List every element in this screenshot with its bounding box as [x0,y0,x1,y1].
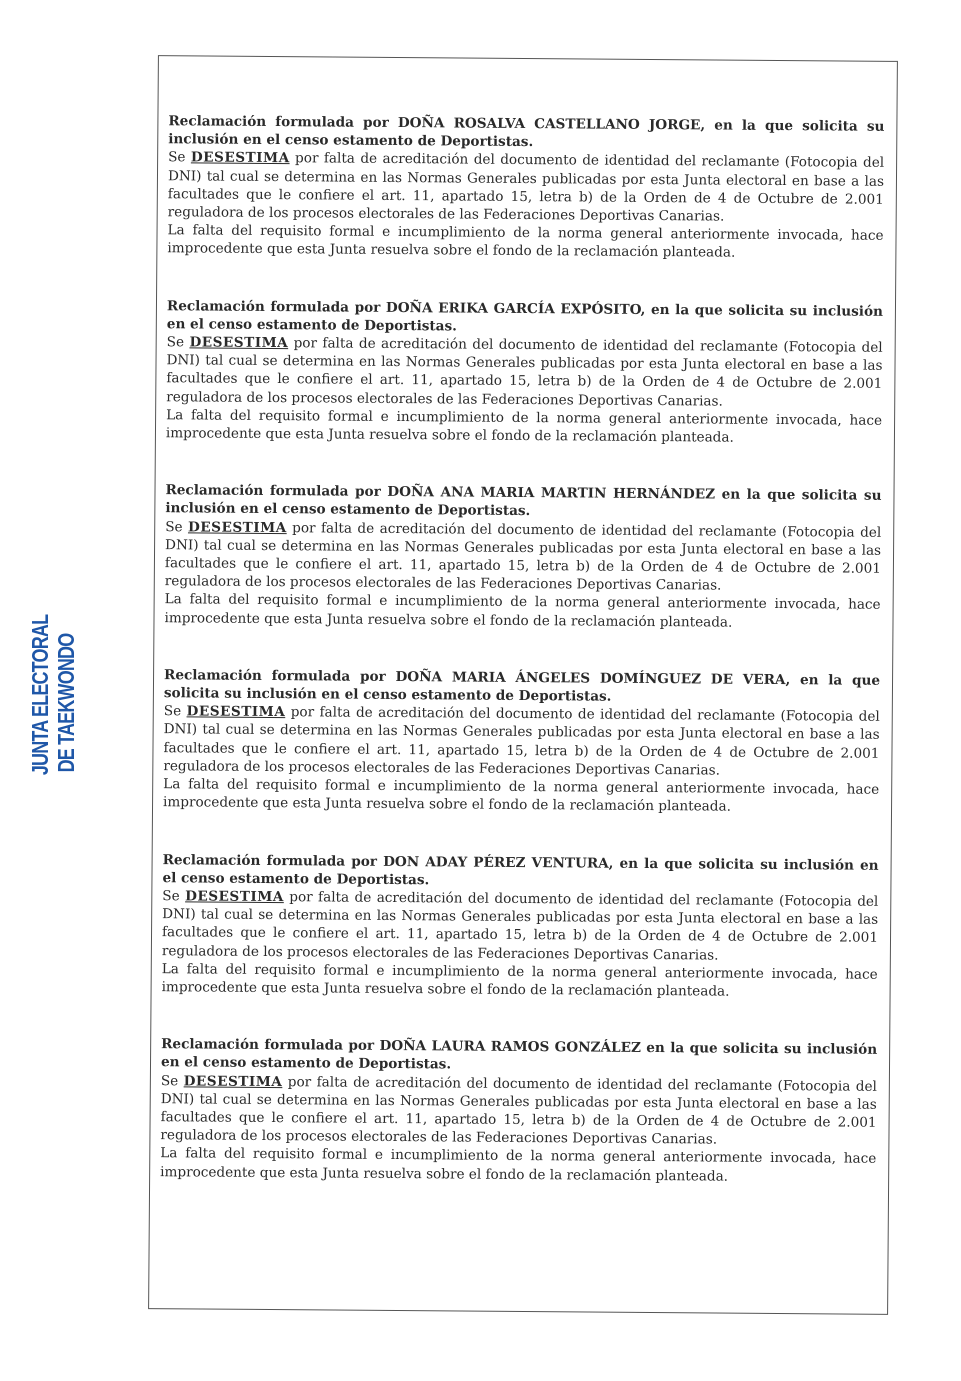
claim-heading: Reclamación formulada por DON ADAY PÉREZ VENTURA, en la que solicita su inclusión en el censo estamento de Deportistas. [162,851,879,888]
claim-reason: por falta de acreditación del documento de identidad del reclamante (Fotocopia del DNI) tal cual se determina en las Normas Generales publicadas por esta Junta electoral en base a las facultades que le confiere el art. 11, apartado 15, letra b) de la Orden de 4 de Octubre de 2.001 reguladora de los procesos electorales de las Federaciones Deportivas Canarias. [160,1073,877,1148]
verdict-label: DESESTIMA [186,703,286,721]
claim-reason: por falta de acreditación del documento de identidad del reclamante (Fotocopia del DNI) tal cual se determina en las Normas Generales publicadas por esta Junta electoral en base a las facultades que le confiere el art. 11, apartado 15, letra b) de la Orden de 4 de Octubre de 2.001 reguladora de los procesos electorales de las Federaciones Deportivas Canarias. [167,150,885,225]
claim-conclusion: La falta del requisito formal e incumplimiento de la norma general anteriormente invocada, hace improcedente que esta Junta resuelva sobre el fondo de la reclamación planteada. [163,776,880,815]
verdict-label: DESESTIMA [183,1072,283,1090]
claim-resolution [168,149,885,227]
claim-item [166,297,883,448]
document-frame [148,55,898,1315]
claim-conclusion: La falta del requisito formal e incumplimiento de la norma general anteriormente invocada, hace improcedente que esta Junta resuelva sobre el fondo de la reclamación planteada. [164,591,881,631]
claim-se: Se [160,1072,179,1089]
claim-item [164,481,881,632]
claims-list [160,112,885,1225]
claim-se: Se [165,518,183,535]
claim-se: Se [166,334,185,351]
claim-resolution [163,702,880,780]
claim-reason: por falta de acreditación del documento de identidad del reclamante (Fotocopia del DNI) tal cual se determina en las Normas Generales publicadas por esta Junta electoral en base a las facultades que le confiere el art. 11, apartado 15, letra b) de la Orden de 4 de Octubre de 2.001 reguladora de los procesos electorales de las Federaciones Deportivas Canarias. [166,335,883,410]
claim-heading: Reclamación formulada por DOÑA ERIKA GARCÍA EXPÓSITO, en la que solicita su inclusión en el censo estamento de Deportistas. [166,297,884,335]
claim-heading: Reclamación formulada por DOÑA MARIA ÁNGELES DOMÍNGUEZ DE VERA, en la que solicita su inclusión en el censo estamento de Deportistas. [163,667,881,705]
claim-resolution [165,518,882,596]
claim-heading: Reclamación formulada por DOÑA LAURA RAMOS GONZÁLEZ en la que solicita su inclusión en el censo estamento de Deportistas. [160,1036,878,1073]
claim-item [160,1035,877,1186]
claim-conclusion: La falta del requisito formal e incumplimiento de la norma general anteriormente invocada, hace improcedente que esta Junta resuelva sobre el fondo de la reclamación planteada. [160,1145,877,1185]
verdict-label: DESESTIMA [190,149,290,167]
verdict-label: DESESTIMA [185,888,284,906]
junta-electoral-stamp [22,610,84,795]
claim-conclusion: La falta del requisito formal e incumplimiento de la norma general anteriormente invocada, hace improcedente que esta Junta resuelva sobre el fondo de la reclamación planteada. [165,407,883,446]
claim-item [162,851,879,1002]
claim-reason: por falta de acreditación del documento de identidad del reclamante (Fotocopia del DNI) tal cual se determina en las Normas Generales publicadas por esta Junta electoral en base a las facultades que le confiere el art. 11, apartado 15, letra b) de la Orden de 4 de Octubre de 2.001 reguladora de los procesos electorales de las Federaciones Deportivas Canarias. [164,519,882,594]
claim-heading: Reclamación formulada por DOÑA ROSALVA CASTELLANO JORGE, en la que solicita su inclusión en el censo estamento de Deportistas. [168,113,885,151]
stamp-line-2: DE TAEKWONDO [53,633,79,772]
claim-item [163,666,880,817]
claim-resolution [160,1072,877,1150]
claim-reason: por falta de acreditación del documento de identidad del reclamante (Fotocopia del DNI) tal cual se determina en las Normas Generales publicadas por esta Junta electoral en base a las facultades que le confiere el art. 11, apartado 15, letra b) de la Orden de 4 de Octubre de 2.001 reguladora de los procesos electorales de las Federaciones Deportivas Canarias. [161,889,879,964]
claim-resolution [162,887,879,965]
verdict-label: DESESTIMA [189,334,289,352]
claim-se: Se [162,888,180,905]
claim-se: Se [163,703,182,720]
claim-conclusion: La falta del requisito formal e incumplimiento de la norma general anteriormente invocada, hace improcedente que esta Junta resuelva sobre el fondo de la reclamación planteada. [167,222,884,262]
claim-se: Se [168,149,186,166]
claim-reason: por falta de acreditación del documento de identidad del reclamante (Fotocopia del DNI) tal cual se determina en las Normas Generales publicadas por esta Junta electoral en base a las facultades que le confiere el art. 11, apartado 15, letra b) de la Orden de 4 de Octubre de 2.001 reguladora de los procesos electorales de las Federaciones Deportivas Canarias. [163,704,880,779]
claim-resolution [166,333,883,411]
stamp-line-1: JUNTA ELECTORAL [27,614,53,775]
claim-item [167,112,884,263]
verdict-label: DESESTIMA [187,519,287,536]
claim-heading: Reclamación formulada por DOÑA ANA MARIA MARTIN HERNÁNDEZ en la que solicita su inclusión en el censo estamento de Deportistas. [165,482,882,520]
claim-conclusion: La falta del requisito formal e incumplimiento de la norma general anteriormente invocada, hace improcedente que esta Junta resuelva sobre el fondo de la reclamación planteada. [161,960,878,1000]
